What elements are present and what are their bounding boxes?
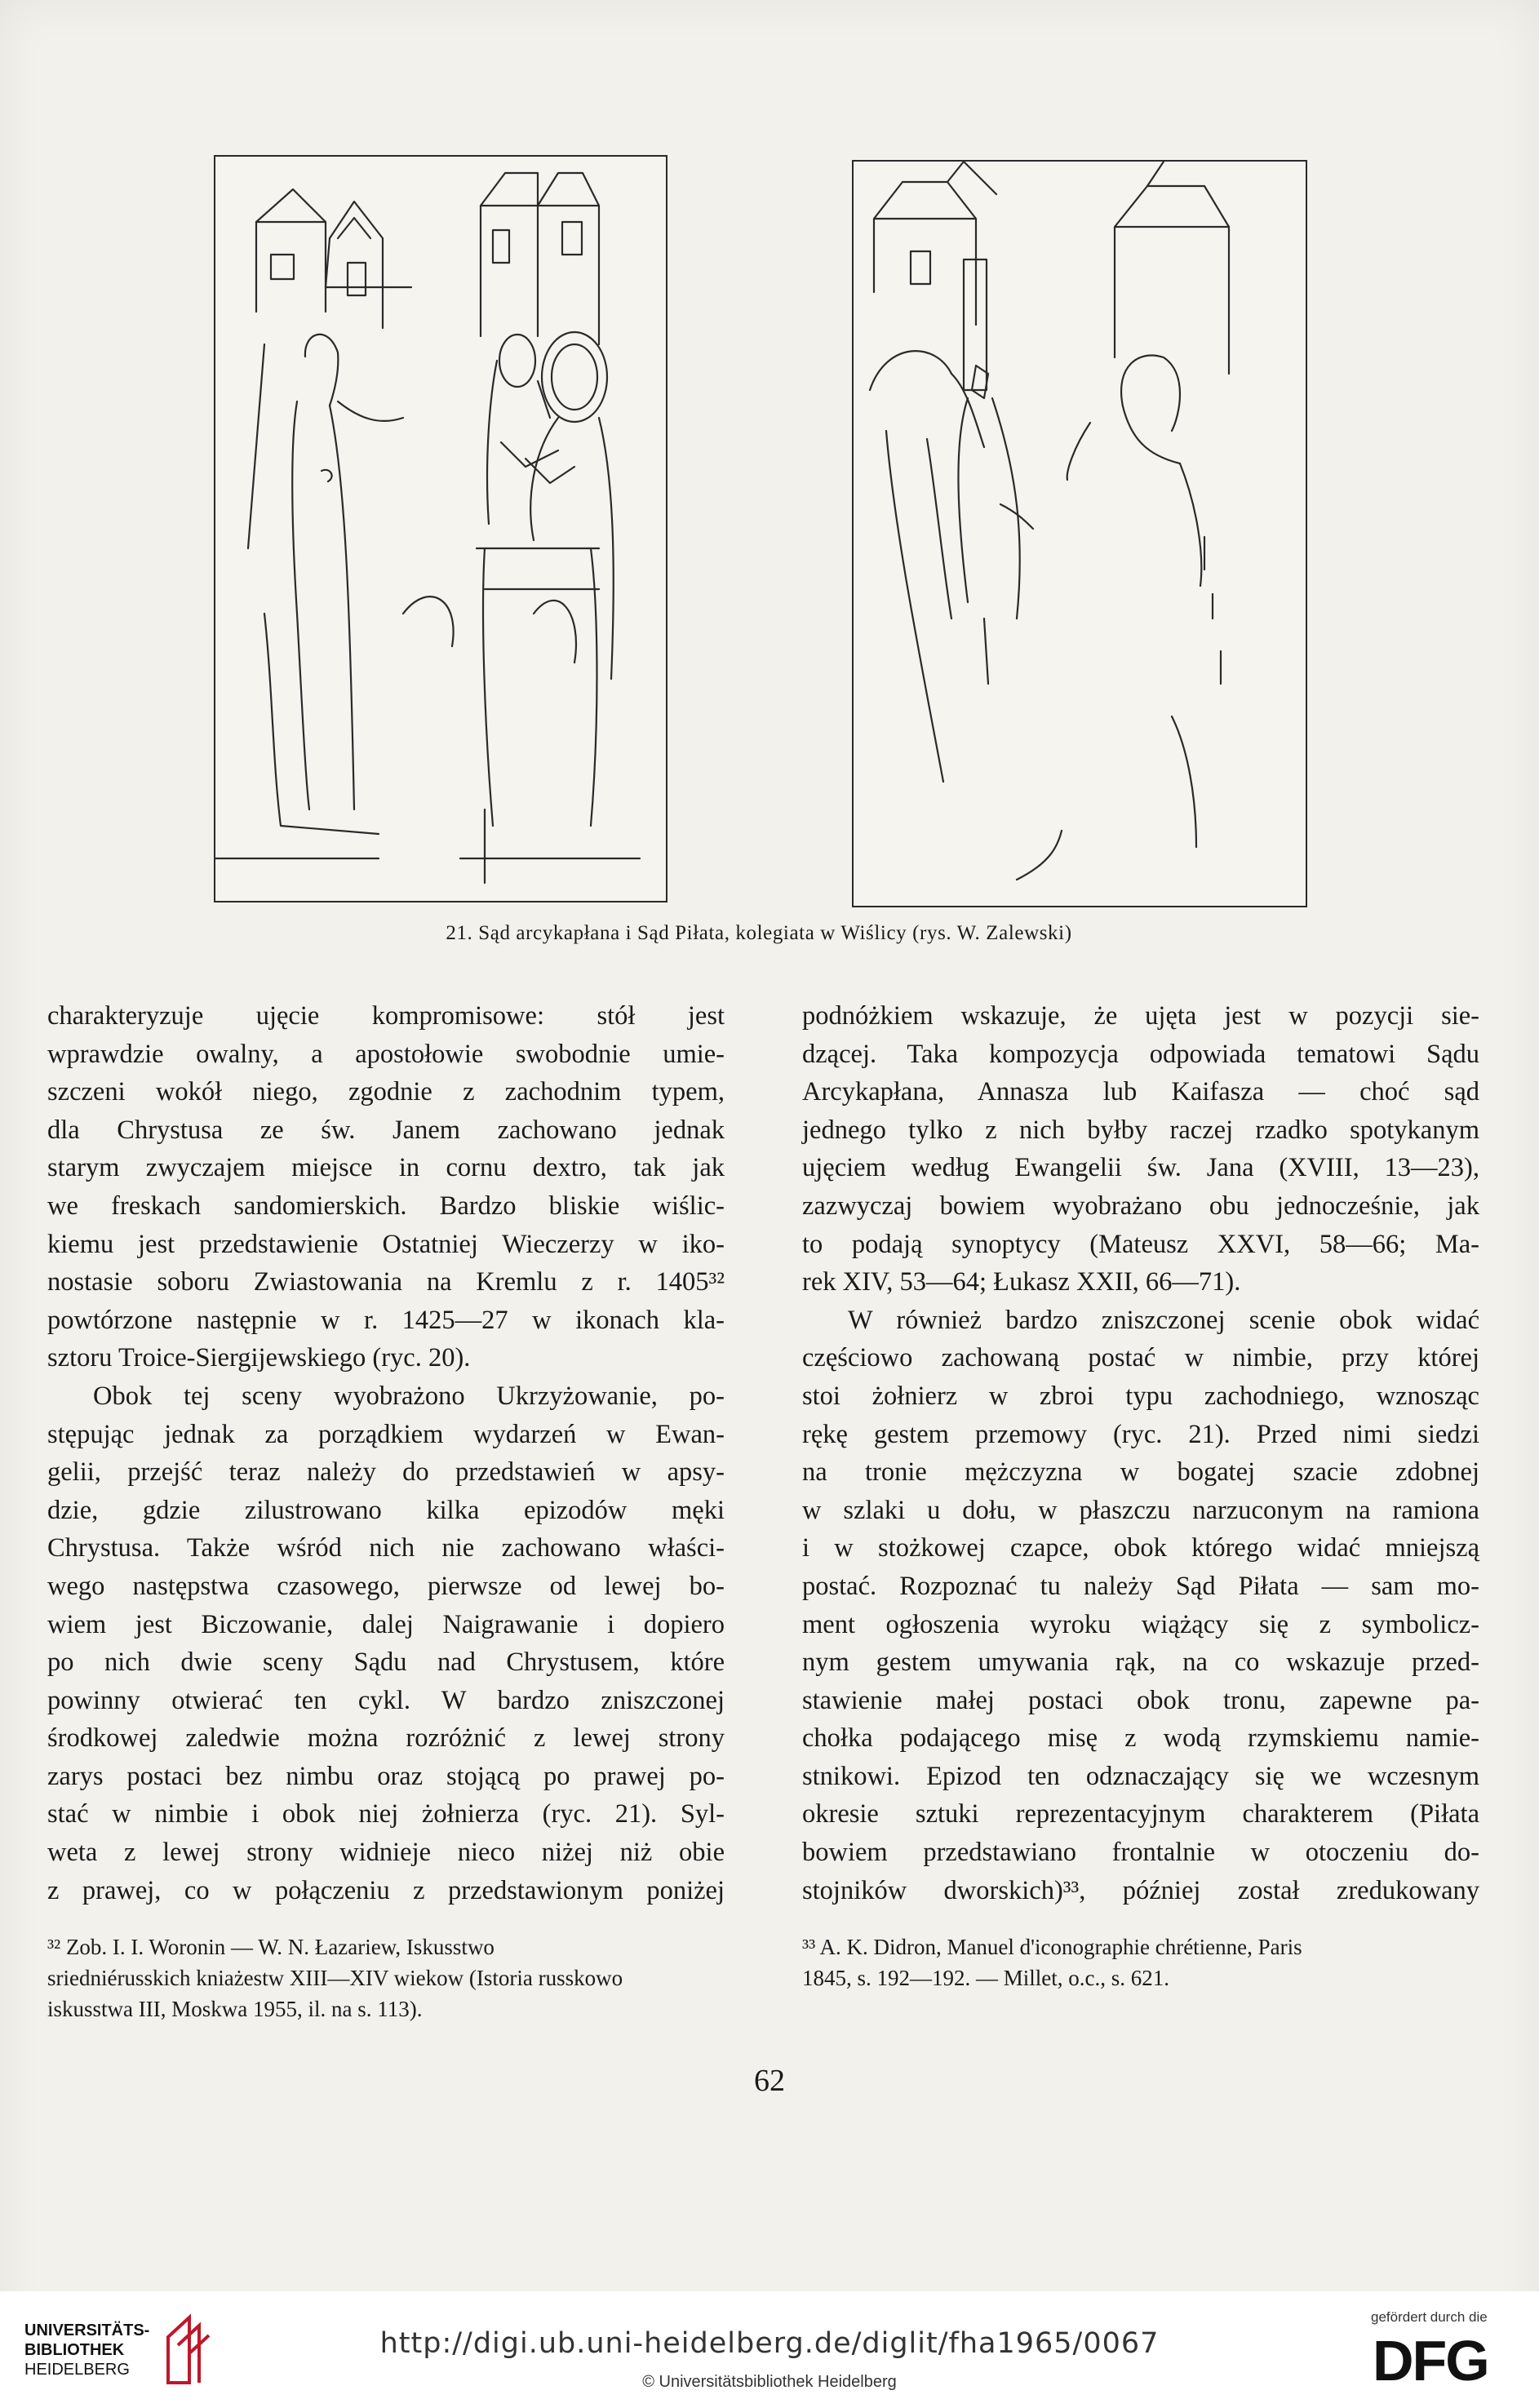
- text-line: okresie sztuki reprezentacyjnym charakterem (Piłata: [802, 1799, 1479, 1829]
- line-drawing-trial-of-pilate: [854, 162, 1306, 906]
- footnote-line: sriedniérusskich kniażestw XIII—XIV wiekow (Istoria russkowo: [47, 1966, 623, 1990]
- dfg-logo: DFG: [1373, 2329, 1488, 2392]
- text-line: Arcykapłana, Annasza lub Kaifasza — choć sąd: [802, 1077, 1479, 1107]
- figure-panel-left: [214, 155, 667, 902]
- text-line: podnóżkiem wskazuje, że ujęta jest w pozycji sie-: [802, 1001, 1479, 1031]
- text-line: środkowej zaledwie można rozróżnić z lewej strony: [47, 1723, 725, 1754]
- text-line: weta z lewej strony widnieje nieco niżej niż obie: [47, 1838, 725, 1868]
- text-line: wprawdzie owalny, a apostołowie swobodnie umie-: [47, 1039, 725, 1069]
- text-line: z prawej, co w połączeniu z przedstawionym poniżej: [47, 1875, 725, 1905]
- text-line: rek XIV, 53—64; Łukasz XXII, 66—71).: [802, 1267, 1241, 1297]
- text-line: i w stożkowej czapce, obok którego widać mniejszą: [802, 1533, 1479, 1563]
- text-line: Obok tej sceny wyobrażono Ukrzyżowanie, po-: [93, 1381, 725, 1411]
- text-line: dzie, gdzie zilustrowano kilka epizodów męki: [47, 1495, 725, 1525]
- text-column-left: [47, 997, 725, 1909]
- text-line: Chrystusa. Także wśród nich nie zachowano właści-: [47, 1533, 725, 1563]
- text-line: gelii, przejść teraz należy do przedstawień w apsy-: [47, 1457, 725, 1488]
- footnote-line: 1845, s. 192—192. — Millet, o.c., s. 621.: [802, 1966, 1169, 1990]
- text-line: ujęciem według Ewangelii św. Jana (XVIII, 13—23),: [802, 1153, 1479, 1183]
- text-line: starym zwyczajem miejsce in cornu dextro, tak jak: [47, 1153, 725, 1183]
- text-line: charakteryzuje ujęcie kompromisowe: stół jest: [47, 1001, 725, 1031]
- text-line: powtórzone następnie w r. 1425—27 w ikonach kla-: [47, 1305, 725, 1335]
- text-line: stoi żołnierz w zbroi typu zachodniego, wznosząc: [802, 1381, 1479, 1411]
- text-line: to podają synoptycy (Mateusz XXVI, 58—66; Ma-: [802, 1229, 1479, 1259]
- text-line: kiemu jest przedstawienie Ostatniej Wieczerzy w iko-: [47, 1229, 725, 1259]
- library-name-line-2: BIBLIOTHEK: [24, 2341, 125, 2359]
- text-line: stać w nimbie i obok niej żołnierza (ryc. 21). Syl-: [47, 1799, 725, 1829]
- text-column-right: [802, 997, 1479, 1909]
- line-drawing-trial-of-high-priest: [215, 157, 666, 901]
- page-number: 62: [754, 2064, 785, 2098]
- figure-panel-right: [852, 160, 1307, 907]
- funded-by-label: gefördert durch die: [1371, 2309, 1488, 2325]
- text-line: stępując jednak za porządkiem wydarzeń w Ewan-: [47, 1419, 725, 1449]
- text-line: po nich dwie sceny Sądu nad Chrystusem, które: [47, 1647, 725, 1678]
- copyright-notice: © Universitätsbibliothek Heidelberg: [642, 2373, 897, 2391]
- figure-caption: 21. Sąd arcykapłana i Sąd Piłata, kolegiata w Wiślicy (rys. W. Zalewski): [446, 922, 1072, 944]
- text-line: postać. Rozpoznać tu należy Sąd Piłata — sam mo-: [802, 1571, 1479, 1601]
- text-line: nym gestem umywania rąk, na co wskazuje przed-: [802, 1647, 1479, 1678]
- text-line: stnikowi. Epizod ten odznaczający się we wczesnym: [802, 1761, 1479, 1791]
- text-line: w szlaki u dołu, w płaszczu narzuconym na ramiona: [802, 1495, 1479, 1525]
- text-line: ment ogłoszenia wyroku wiążący się z symbolicz-: [802, 1609, 1479, 1639]
- text-line: wego następstwa czasowego, pierwsze od lewej bo-: [47, 1571, 725, 1601]
- text-line: na tronie mężczyzna w bogatej szacie zdobnej: [802, 1457, 1479, 1488]
- text-line: we freskach sandomierskich. Bardzo bliskie wiślic-: [47, 1191, 725, 1221]
- source-url-link[interactable]: http://digi.ub.uni-heidelberg.de/diglit/fha1965/0067: [379, 2327, 1160, 2360]
- library-city: HEIDELBERG: [24, 2361, 130, 2379]
- text-line: zazwyczaj bowiem wyobrażano obu jednocześnie, jak: [802, 1191, 1479, 1221]
- digitization-footer: [0, 2291, 1539, 2408]
- text-line: zarys postaci bez nimbu oraz stojącą po prawej po-: [47, 1761, 725, 1791]
- text-line: nostasie soboru Zwiastowania na Kremlu z r. 1405³²: [47, 1267, 725, 1297]
- footnote-33: [802, 1931, 1488, 1993]
- text-line: bowiem przedstawiano frontalnie w otoczeniu do-: [802, 1838, 1479, 1868]
- text-line: powinny otwierać ten cykl. W bardzo zniszczonej: [47, 1685, 725, 1715]
- text-line: stojników dworskich)³³, później został zredukowany: [802, 1875, 1479, 1905]
- library-name-line-1: UNIVERSITÄTS-: [24, 2322, 150, 2339]
- text-line: szczeni wokół niego, zgodnie z zachodnim typem,: [47, 1077, 725, 1107]
- footnote-32: [47, 1931, 733, 2024]
- text-line: rękę gestem przemowy (ryc. 21). Przed nimi siedzi: [802, 1419, 1479, 1449]
- text-line: wiem jest Biczowanie, dalej Naigrawanie i dopiero: [47, 1609, 725, 1639]
- text-line: sztoru Troice-Siergijewskiego (ryc. 20).: [47, 1343, 471, 1373]
- footnote-line: iskusstwa III, Moskwa 1955, il. na s. 113).: [47, 1997, 423, 2021]
- text-line: częściowo zachowaną postać w nimbie, przy której: [802, 1343, 1479, 1373]
- footnote-line: ³² Zob. I. I. Woronin — W. N. Łazariew, Iskusstwo: [47, 1935, 495, 1959]
- footnote-line: ³³ A. K. Didron, Manuel d'iconographie chrétienne, Paris: [802, 1935, 1302, 1959]
- text-line: jednego tylko z nich byłby raczej rzadko spotykanym: [802, 1115, 1479, 1145]
- text-line: W również bardzo zniszczonej scenie obok widać: [848, 1305, 1479, 1335]
- text-line: stawienie małej postaci obok tronu, zapewne pa-: [802, 1685, 1479, 1715]
- text-line: dzącej. Taka kompozycja odpowiada tematowi Sądu: [802, 1039, 1479, 1069]
- text-line: dla Chrystusa ze św. Janem zachowano jednak: [47, 1115, 725, 1145]
- text-line: chołka podającego misę z wodą rzymskiemu namie-: [802, 1723, 1479, 1754]
